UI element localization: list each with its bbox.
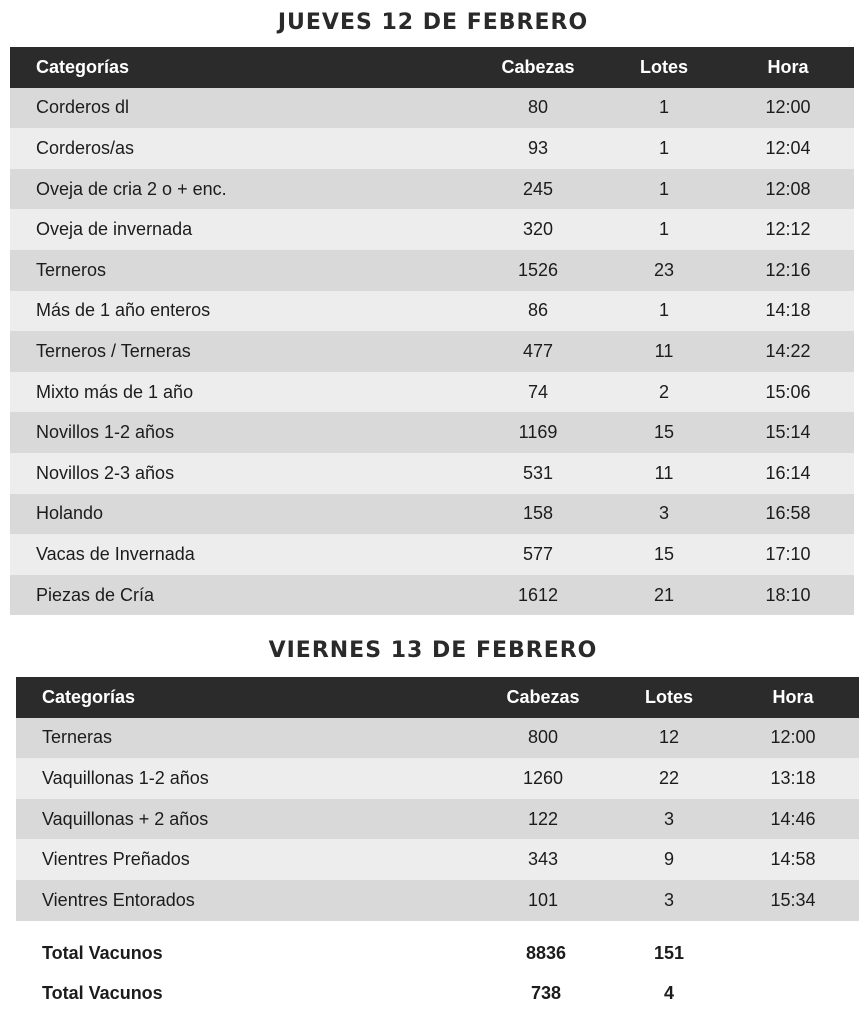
- table-row: [10, 331, 854, 372]
- row-time: 14:58: [770, 849, 816, 870]
- total-lots: 151: [653, 942, 685, 963]
- day1-title: JUEVES 12 DE FEBRERO: [277, 10, 589, 35]
- row-heads: 80: [527, 97, 549, 118]
- row-time: 13:18: [770, 767, 816, 788]
- table-row: [10, 88, 854, 129]
- row-heads: 1612: [517, 584, 559, 605]
- row-lots: 3: [658, 503, 669, 524]
- row-lots: 1: [658, 97, 669, 118]
- table-row: [16, 718, 859, 759]
- row-time: 14:18: [765, 300, 811, 321]
- table-row: [10, 372, 854, 413]
- row-lots: 3: [663, 889, 674, 910]
- table-row: [10, 494, 854, 535]
- row-heads: 74: [527, 381, 549, 402]
- total-heads: 738: [530, 983, 562, 1004]
- row-category: Oveja de invernada: [36, 219, 193, 240]
- row-lots: 21: [653, 584, 675, 605]
- header-hora: Hora: [767, 56, 809, 77]
- table-row: [10, 453, 854, 494]
- table-header-row: [10, 47, 854, 88]
- row-category: Piezas de Cría: [36, 584, 155, 605]
- row-heads: 101: [527, 889, 559, 910]
- row-time: 12:12: [765, 219, 811, 240]
- row-heads: 1526: [517, 259, 559, 280]
- row-heads: 122: [527, 808, 559, 829]
- header-lotes: Lotes: [644, 686, 693, 707]
- total-label: Total Vacunos: [42, 983, 163, 1004]
- row-time: 15:34: [770, 889, 816, 910]
- table-row: [10, 169, 854, 210]
- day2-table: [16, 677, 859, 921]
- table-row: [10, 128, 854, 169]
- row-category: Terneros / Terneras: [36, 340, 191, 361]
- table-header-row: [16, 677, 859, 718]
- table-row: [16, 758, 859, 799]
- day1-table: [10, 47, 854, 615]
- table-row: [10, 291, 854, 332]
- row-lots: 15: [653, 422, 675, 443]
- row-category: Corderos/as: [36, 137, 135, 158]
- row-category: Vacas de Invernada: [36, 543, 195, 564]
- row-time: 14:22: [765, 340, 811, 361]
- row-heads: 577: [522, 543, 554, 564]
- row-heads: 1260: [522, 767, 564, 788]
- row-category: Holando: [36, 503, 104, 524]
- row-heads: 320: [522, 219, 554, 240]
- row-heads: 93: [527, 137, 549, 158]
- header-hora: Hora: [772, 686, 814, 707]
- row-category: Novillos 2-3 años: [36, 462, 175, 483]
- table-row: [10, 250, 854, 291]
- header-cabezas: Cabezas: [501, 56, 575, 77]
- total-row: [16, 974, 859, 1015]
- row-lots: 11: [654, 462, 674, 483]
- day2-title: VIERNES 13 DE FEBRERO: [268, 638, 598, 663]
- table-row: [16, 839, 859, 880]
- totals-table: [16, 933, 859, 1014]
- table-row: [10, 534, 854, 575]
- header-cabezas: Cabezas: [506, 686, 580, 707]
- row-time: 12:00: [770, 727, 816, 748]
- row-heads: 158: [522, 503, 554, 524]
- row-heads: 1169: [518, 422, 558, 443]
- total-row: [16, 933, 859, 974]
- row-lots: 23: [653, 259, 675, 280]
- row-time: 17:10: [765, 543, 811, 564]
- row-category: Vientres Preñados: [42, 849, 190, 870]
- row-time: 12:04: [765, 137, 811, 158]
- total-heads: 8836: [525, 942, 567, 963]
- table-row: [10, 412, 854, 453]
- total-label: Total Vacunos: [42, 942, 163, 963]
- row-time: 12:00: [765, 97, 811, 118]
- row-category: Novillos 1-2 años: [36, 422, 175, 443]
- row-category: Terneras: [42, 727, 113, 748]
- row-category: Más de 1 año enteros: [36, 300, 211, 321]
- row-heads: 86: [527, 300, 549, 321]
- row-time: 12:16: [765, 259, 811, 280]
- row-time: 16:58: [765, 503, 811, 524]
- row-time: 18:10: [765, 584, 811, 605]
- table-row: [16, 880, 859, 921]
- row-lots: 12: [658, 727, 680, 748]
- row-category: Terneros: [36, 259, 107, 280]
- row-category: Mixto más de 1 año: [36, 381, 194, 402]
- row-lots: 1: [658, 300, 669, 321]
- row-time: 16:14: [765, 462, 811, 483]
- row-heads: 531: [522, 462, 554, 483]
- header-categorias: Categorías: [42, 686, 136, 707]
- row-time: 15:06: [765, 381, 811, 402]
- row-lots: 1: [658, 178, 669, 199]
- row-category: Corderos dl: [36, 97, 130, 118]
- row-heads: 245: [522, 178, 554, 199]
- row-category: Vaquillonas + 2 años: [42, 808, 209, 829]
- row-category: Vientres Entorados: [42, 889, 195, 910]
- row-lots: 11: [654, 340, 674, 361]
- row-lots: 3: [663, 808, 674, 829]
- header-lotes: Lotes: [639, 56, 688, 77]
- row-lots: 1: [658, 219, 669, 240]
- table-row: [10, 209, 854, 250]
- row-lots: 2: [658, 381, 669, 402]
- row-time: 15:14: [765, 422, 811, 443]
- table-row: [16, 799, 859, 840]
- row-category: Vaquillonas 1-2 años: [42, 767, 209, 788]
- row-heads: 343: [527, 849, 559, 870]
- header-categorias: Categorías: [36, 56, 130, 77]
- row-heads: 800: [527, 727, 559, 748]
- row-lots: 15: [653, 543, 675, 564]
- row-time: 14:46: [770, 808, 816, 829]
- table-row: [10, 575, 854, 616]
- row-lots: 1: [658, 137, 669, 158]
- total-lots: 4: [663, 983, 674, 1004]
- row-heads: 477: [522, 340, 554, 361]
- row-lots: 9: [663, 849, 674, 870]
- row-category: Oveja de cria 2 o + enc.: [36, 178, 227, 199]
- row-time: 12:08: [765, 178, 811, 199]
- row-lots: 22: [658, 767, 680, 788]
